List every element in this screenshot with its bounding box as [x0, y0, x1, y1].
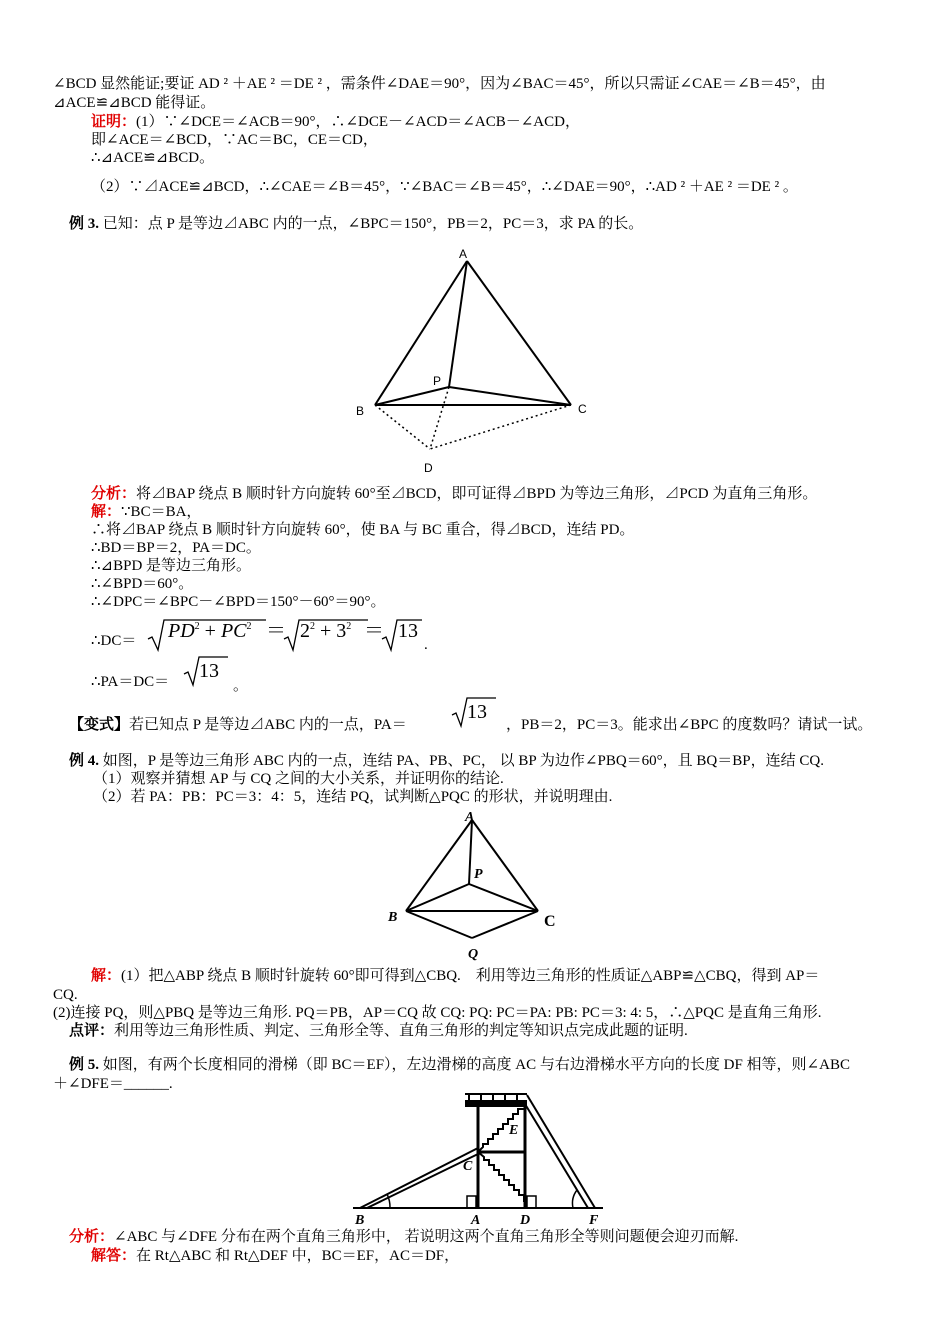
variant-label: 【变式】	[69, 717, 130, 733]
dc-term-pc: PC	[220, 620, 247, 642]
example-4-comment	[69, 1022, 688, 1041]
solution-label: 解：	[91, 504, 122, 520]
example-3-solution-1	[91, 503, 201, 522]
example-5-text-2: ＋∠DFE＝______.	[53, 1076, 173, 1092]
variant-text-b: ，PB＝2，PC＝3。能求出∠BPC 的度数吗？请试一试。	[506, 717, 873, 733]
dc-numeric: $2^2 + 3^2$	[300, 620, 352, 642]
fig5-label-f: F	[589, 1213, 599, 1228]
fig3-segment-pc	[449, 387, 571, 405]
example-3-solution-5: ∴∠BPD＝60°。	[91, 576, 194, 592]
dc-expression: $PD^2 + PC^2$	[168, 620, 252, 642]
figure-example-3	[345, 245, 605, 475]
example-4-solution-2: (2)连接 PQ，则△PBQ 是等边三角形. PQ＝PB，AP＝CQ 故 CQ: PQ: PC＝PA: PB: PC＝3: 4: 5，∴△PQC 是直角三角形.	[53, 1005, 822, 1021]
fig4-label-a: A	[465, 810, 475, 825]
analysis-text: 将⊿BAP 绕点 B 顺时针方向旋转 60°至⊿BCD，即可证得⊿BPD 为等边三角形，⊿PCD 为直角三角形。	[136, 486, 818, 502]
example-4-question-2: （2）若 PA：PB：PC＝3：4：5，连结 PQ，试判断△PQC 的形状，并说明理由.	[93, 789, 613, 805]
fig5-right-angle-d	[527, 1196, 536, 1208]
fig3-dotted-pd	[430, 387, 449, 449]
fig3-segment-pb	[375, 387, 449, 405]
dc-num-3: 3	[336, 620, 347, 642]
proof-line-4: （2）∵⊿ACE≌⊿BCD，∴∠CAE＝∠B＝45°，∵∠BAC＝∠B＝45°，∴∠DAE＝90°，∴AD ² ＋AE ² ＝DE ² 。	[91, 179, 798, 195]
ex5-answer-label: 解答：	[91, 1248, 137, 1264]
dc-result: 13	[398, 620, 418, 642]
analysis-label: 分析：	[91, 486, 137, 502]
ex5-analysis-label: 分析：	[69, 1229, 115, 1245]
fig5-stairs-lower	[478, 1152, 524, 1202]
example-3-title: 例 3.	[69, 216, 100, 232]
pa-result: 13	[199, 660, 219, 682]
fig5-slide-ef	[527, 1095, 595, 1208]
fig3-segment-pa	[449, 261, 467, 387]
example-5-title: 例 5.	[69, 1057, 100, 1073]
fig5-slide-ef-inner	[525, 1104, 588, 1208]
example-4-statement	[69, 752, 824, 771]
dc-term-pd: PD	[168, 620, 195, 642]
dc-eq-2: ＝	[364, 620, 384, 642]
intro-line-1: ∠BCD 显然能证;要证 AD ² ＋AE ² ＝DE ² ，需条件∠DAE＝90°，因为∠BAC＝45°，所以只需证∠CAE＝∠B＝45°，由	[53, 76, 826, 92]
variant-text-a: 若已知点 P 是等边⊿ABC 内的一点，PA＝	[129, 717, 407, 733]
fig5-right-angle-a	[467, 1196, 476, 1208]
fig3-label-d: D	[424, 461, 433, 475]
ex5-analysis-text: ∠ABC 与∠DFE 分布在两个直角三角形中， 若说明这两个直角三角形全等则问题便会迎刃而解.	[114, 1229, 739, 1245]
fig5-angle-f	[572, 1190, 577, 1208]
proof-line-1	[91, 113, 580, 132]
dc-end: .	[424, 637, 428, 653]
fig5-slide-bc-inner	[367, 1154, 478, 1208]
pa-end: 。	[233, 678, 249, 694]
proof-label: 证明：	[91, 114, 137, 130]
comment-text: 利用等边三角形性质、判定、三角形全等、直角三角形的判定等知识点完成此题的证明.	[114, 1023, 688, 1039]
example-3-statement	[69, 215, 643, 234]
ex4-solution-text-1: (1）把△ABP 绕点 B 顺时针旋转 60°即可得到△CBQ. 利用等边三角形的性质证△ABP≌△CBQ，得到 AP＝	[121, 968, 820, 984]
dc-eq-1: ＝	[266, 620, 286, 642]
example-3-text: 已知：点 P 是等边⊿ABC 内的一点，∠BPC＝150°，PB＝2，PC＝3，求 PA 的长。	[102, 216, 644, 232]
example-5-answer	[91, 1247, 459, 1266]
fig3-dotted-cd	[430, 405, 571, 449]
fig5-label-e: E	[509, 1123, 519, 1138]
ex4-solution-label: 解：	[91, 968, 122, 984]
intro-line-2: ⊿ACE≌⊿BCD 能得证。	[53, 95, 216, 111]
example-3-solution-4: ∴⊿BPD 是等边三角形。	[91, 558, 252, 574]
fig4-label-b: B	[388, 910, 398, 925]
example-4-title: 例 4.	[69, 753, 100, 769]
example-5-analysis	[69, 1228, 738, 1247]
proof-line-3: ∴⊿ACE≌⊿BCD。	[91, 150, 215, 166]
dc-prefix: ∴DC＝	[91, 633, 137, 649]
example-3-solution-3: ∴BD＝BP＝2，PA＝DC。	[91, 540, 261, 556]
example-5-text-1: 如图，有两个长度相同的滑梯（即 BC＝EF），左边滑梯的高度 AC 与右边滑梯水平方向的长度 DF 相等，则∠ABC	[102, 1057, 850, 1073]
dc-num-2: 2	[300, 620, 310, 642]
fig3-label-b: B	[356, 404, 365, 418]
fig3-label-p: P	[433, 374, 442, 388]
fig3-label-a: A	[459, 247, 468, 261]
fig4-label-p: P	[474, 867, 483, 882]
example-3-analysis	[91, 485, 817, 504]
pa-prefix: ∴PA＝DC＝	[91, 674, 170, 690]
fig4-segment-bq	[406, 911, 472, 938]
fig4-segment-cq	[472, 911, 538, 938]
proof-line-2: 即∠ACE＝∠BCD，∵AC＝BC，CE＝CD，	[91, 132, 378, 148]
fig5-slide-bc	[360, 1148, 478, 1208]
proof-text-1: (1）∵∠DCE＝∠ACB＝90°，∴∠DCE－∠ACD＝∠ACB－∠ACD，	[136, 114, 580, 130]
fig3-dotted-bd	[375, 405, 430, 449]
fig5-label-b: B	[355, 1213, 365, 1228]
variant-value: 13	[467, 701, 487, 723]
fig3-side-ac	[467, 261, 571, 405]
example-4-solution-1b: CQ.	[53, 987, 78, 1003]
fig5-platform	[465, 1100, 527, 1107]
fig4-label-q: Q	[468, 947, 479, 962]
fig5-label-d: D	[520, 1213, 531, 1228]
fig3-label-c: C	[578, 402, 587, 416]
variant-line	[69, 716, 407, 735]
dc-plus: +	[199, 620, 221, 642]
fig5-label-c: C	[463, 1159, 473, 1174]
example-5-statement	[69, 1056, 850, 1075]
example-4-question-1: （1）观察并猜想 AP 与 CQ 之间的大小关系，并证明你的结论.	[93, 771, 504, 787]
fig4-segment-pa	[469, 820, 472, 884]
comment-label: 点评：	[69, 1023, 115, 1039]
example-4-solution-1	[91, 967, 819, 986]
example-3-solution-6: ∴∠DPC＝∠BPC－∠BPD＝150°－60°＝90°。	[91, 594, 386, 610]
figure-example-5	[345, 1090, 610, 1230]
fig5-label-a: A	[471, 1213, 481, 1228]
solution-text-1: ∵BC＝BA，	[121, 504, 202, 520]
fig3-side-ab	[375, 261, 467, 405]
example-4-text: 如图，P 是等边三角形 ABC 内的一点，连结 PA、PB、PC， 以 BP 为边作∠PBQ＝60°，且 BQ＝BP，连结 CQ.	[102, 753, 824, 769]
example-3-solution-2: ∴将⊿BAP 绕点 B 顺时针方向旋转 60°，使 BA 与 BC 重合，得⊿BCD，连结 PD。	[91, 522, 635, 538]
figure-example-4	[380, 808, 570, 963]
ex5-answer-text: 在 Rt△ABC 和 Rt△DEF 中，BC＝EF，AC＝DF，	[136, 1248, 460, 1264]
fig4-label-c: C	[544, 913, 556, 930]
